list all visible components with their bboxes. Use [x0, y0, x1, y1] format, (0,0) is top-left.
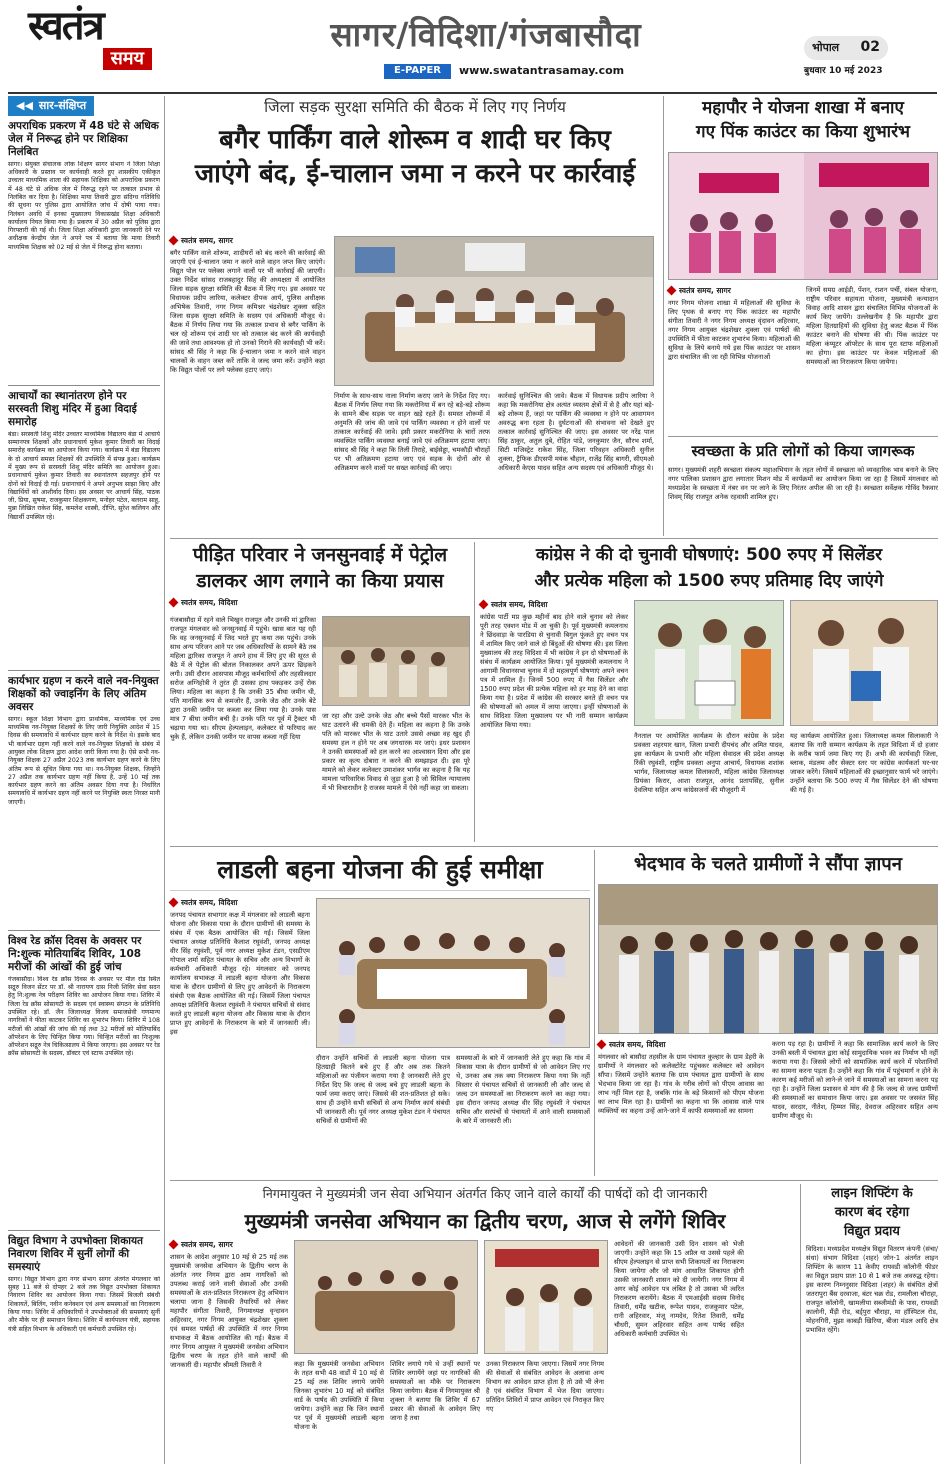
- story-power-cut: [806, 1184, 938, 1464]
- masthead-rule: [8, 92, 937, 94]
- column-divider: [663, 96, 664, 536]
- story8-photo-1: [294, 1240, 478, 1354]
- story2-headline-1: महापौर ने योजना शाखा में बनाए: [702, 98, 904, 118]
- website-link[interactable]: www.swatantrasamay.com: [459, 64, 625, 78]
- story3-headline: स्वच्छता के प्रति लोगों को किया जागरूक: [691, 442, 915, 460]
- masthead-logo[interactable]: [28, 2, 168, 90]
- story4-headline-1: पीड़ित परिवार ने जनसुनवाई में पेट्रोल: [192, 544, 448, 566]
- story1-col2: निर्माण के साथ-साथ नाला निर्माण कराए जाने के निर्देश दिए गए। बैठक में निर्णय लिया गया कि मकरोनिया में बन रहे बड़े-बड़े शोरूम के सामने बीच सड़क पर वाहन खड़े रहते हैं। समस्त शोरूमों में अनुमति की जांच की जावे एवं पार्किंग व्यवस्था न होने वालों पर तत्काल कार्रवाई की जावे। इसी प्रकार मकरोनिया के चारों तरफ व्यवस्थित पार्किंग व्यवस्था बनाई जावे एवं अतिक्रमण हटाया जाए। सांसद श्री सिंह ने कहा कि तिली तिराहे, बाईसेड्डा, चमकौड़ी चौराहों पर भी अतिक्रमण हटाया जाए एवं सड़क के दोनों ओर से अतिक्रमण करने वालों पर सख्त कार्रवाई की जाए।: [334, 392, 490, 472]
- bullet-icon: [479, 600, 489, 610]
- story2-byline: स्वतंत्र समय, सागर: [668, 286, 800, 295]
- brief-text: सागर। विद्युत विभाग द्वारा नगर संभाग सागर अंतर्गत मंगलवार को सुबह 11 बजे से दोपहर 2 बजे तक विद्युत उपभोक्ता शिकायत निवारण शिविर का आयोजन किया गया। जिसमें बिजली संबंधी शिकायतें, बिलिंग, नवीन कनेक्शन एवं अन्य समस्याओं का निराकरण किया गया। शिविर में अधिकारियों ने उपभोक्ताओं की समस्याएं सुनीं और मौके पर ही समाधान किया। शिविर में कार्यपालन यंत्री, सहायक यंत्री सहित विभाग के अधिकारी एवं कर्मचारी उपस्थित रहे।: [8, 1275, 160, 1333]
- edition-title: सागर/विदिशा/गंजबासौदा: [330, 15, 642, 54]
- sidebar-tag: ◀◀ सार-संक्षिप्त: [8, 96, 94, 116]
- bullet-icon: [169, 236, 179, 246]
- brief-title: विद्युत विभाग ने उपभोक्ता शिकायत निवारण शिविर में सुनीं लोगों की समस्याएं: [8, 1234, 144, 1273]
- brief-text: बंडा। सरस्वती शिशु मंदिर उच्चतर माध्यमिक विद्यालय बंडा में आचार्य सम्मानपत्र शिक्षकों और प्रधानाचार्य मुकेश कुमार तिवारी का विदाई समारोह कार्यक्रम का आयोजन किया गया। कार्यक्रम में बंडा विद्यालय के दो आचार्य समस्त शिक्षकों की उपस्थिति में संपन्न हुआ। कार्यक्रम में मुख्य रूप से सरस्वती शिशु मंदिर समिति का आयोजन हुआ। प्रधानाचार्य मुकेश कुमार तिवारी का स्थानांतरण सहजपुर होने पर दोनों को विदाई दी गई। प्रधानाचार्य ने अपने अनुभव साझा किए और विद्यार्थियों को आशीर्वाद दिया। इस अवसर पर आचार्य सिंह, पाठक जी, प्रिया, सुषमा, राजकुमार शिक्षकगण, मनोहर पटेल, बलराम साहू, मुन्ना लिखित राकेश सिंह, कमलेश शास्त्री, दीप्ति, सुरेश कलियन और विद्यार्थी उपस्थित रहे।: [8, 430, 160, 521]
- brief-item: [8, 935, 160, 1231]
- story-pink-counter: [668, 96, 938, 432]
- story1-col3: कार्रवाई सुनिश्चित की जावे। बैठक में विधायक प्रदीप लारिया ने कहा कि मकरोनिया क्षेत्र अत्यंत व्यस्तम क्षेत्रों में से है और यहां बड़े-बड़े शोरूम हैं, जहां पर पार्किंग की व्यवस्था न होने पर आवागमन अवरुद्ध बना रहता है। दुर्घटनाओं की संभावना को देखते हुए तत्काल कार्रवाई सुनिश्चित की जाए। इस अवसर पर नरेंद्र पाल सिंह ठाकुर, अतुल दुबे, रोहित पांडे, जनकुमार जैन, सौरभ शर्मा, सिटी मजिस्ट्रेट राकेश सिंह, जिला परिवहन अधिकारी सुनील शुक्ला, ट्रैफिक डीएसपी मयंक चौहान, राजेंद्र सिंह बागरी, सीएमओ अधिकारी केएस यादव सहित अन्य सदस्य एवं अधिकारी मौजूद थे।: [498, 392, 654, 472]
- story6-col1: जनपद पंचायत सभागार कक्ष में मंगलवार को लाडली बहना योजना और विकास यात्रा के दौरान ग्रामीणों की समस्या के संबंध में एक बैठक आयोजित की गई। जिसमें जिला पंचायत अध्यक्ष प्रतिनिधि कैलाश रघुवंशी, जनपद अध्यक्ष वीर सिंह रघुवंशी, पूर्व नगर अध्यक्ष मुकेश टंडन, एसडीएम गोपाल शर्मा सहित पंचायत के सचिव और अन्य विभागों के कर्मचारी अधिकारी मौजूद रहे। मंगलवार को जनपद कार्यालय सभाकक्ष में लाडली बहना योजना और विकास यात्रा के दौरान ग्रामीणों से लिए हुए आवेदनों के निराकरण संबंधी एक बैठक आयोजित की गई। जिसमें जिला पंचायत अध्यक्ष प्रतिनिधि कैलाश रघुवंशी ने पंचायत सचिवों से संवाद करते हुए लाडली बहना योजना और विकास यात्रा के दौरान प्राप्त हुए आवेदनों के निराकरण के बारे में जानकारी ली। इस: [170, 911, 310, 1037]
- story1-byline: स्वतंत्र समय, सागर: [170, 236, 325, 245]
- epaper-bar: [384, 64, 804, 79]
- story4-byline: स्वतंत्र समय, विदिशा: [170, 598, 470, 607]
- brief-title: आचार्यों का स्थानांतरण होने पर सरस्वती शिशु मंदिर में हुआ विदाई समारोह: [8, 389, 137, 428]
- story6-headline: लाडली बहना योजना की हुई समीक्षा: [170, 850, 590, 891]
- sidebar-briefs: [8, 96, 160, 1464]
- section-rule: [170, 538, 938, 539]
- brief-item: [8, 675, 160, 931]
- brief-title: अपराधिक प्रकरण में 48 घंटे से अधिक जेल में निरूद्ध होने पर शिक्षिका निलंबित: [8, 119, 159, 158]
- story8-col1: शासन के आदेश अनुसार 10 मई से 25 मई तक मुख्यमंत्री जनसेवा अभियान के द्वितीय चरण के अंतर्गत नगर निगम द्वारा आम नागरिकों को उपलब्ध कराई जाने वाली सेवाओं और उनकी समस्याओं के शत-प्रतिशत निराकरण हेतु अभियान चलाया जाना है जिसकी तैयारियों को लेकर महापौर संगीता तिवारी, निगमाध्यक्ष वृन्दावन अहिरवार, नगर निगम आयुक्त चंद्रशेखर शुक्ला एवं समस्त पार्षदों की उपस्थिति में नगर निगम सभाकक्ष में बैठक आयोजित की गई। बैठक में नगर निगम आयुक्त ने मुख्यमंत्री जनसेवा अभियान द्वितीय चरण के तहत होने वाले कार्यों की जानकारी दी। महापौर श्रीमती तिवारी ने: [170, 1253, 288, 1370]
- column-divider: [474, 542, 475, 842]
- story7-col2: करना पड़ रहा है। ग्रामीणों ने कहा कि सामाजिक कार्य करने के लिए उनकी बस्ती में पंचायत द्वारा कोई सामुदायिक भवन का निर्माण भी नहीं कराया गया है। जिससे लोगों को सामाजिक कार्य करने में परेशानियों का सामना करना पड़ता है। उन्होंने कहा कि गांव में पहुंचमार्ग न होने के कारण कई मरीजों को लाने-ले जाने में समस्याओं का सामना करना पड़ रहा है। उन्होंने जिला प्रशासन से मांग की है कि जल्द से जल्द ग्रामीणों की समस्याओं का समाधान किया जाए। इस अवसर पर जसवंत सिंह यादव, सरदार, नीतेश, हिम्मत सिंह, देवराज अहिरवार सहित अन्य ग्रामीण मौजूद थे।: [772, 1040, 938, 1120]
- story7-col1: मंगलवार को बासौदा तहसील के ग्राम पंचायत कुल्हार के ग्राम डेहरी के ग्रामीणों ने मंगलवार को कलेक्टोरेट पहुंचकर कलेक्टर को आवेदन सौंपा। जिसमें उन्होंने बताया कि ग्राम पंचायत द्वारा ग्रामीणों के साथ भेदभाव किया जा रहा है। गांव के गरीब लोगों को पीएम आवास का लाभ नहीं मिल रहा है, जबकि गांव के बड़े किसानों को पीएम योजना का लाभ मिल रहा है। ग्रामीणों का कहना था कि आवास वाले पात्र व्यक्तियों का कहना उन्हें आने-जाने में काफी समस्याओं का सामना: [598, 1053, 764, 1116]
- story5-headline-1: कांग्रेस ने की दो चुनावी घोषणाएं: 500 रुपए में सिलेंडर: [535, 545, 883, 565]
- story2-photo: [668, 152, 938, 280]
- story8-photo-2: [484, 1240, 608, 1354]
- divider: [8, 930, 160, 931]
- story-villagers-memorandum: [598, 850, 938, 1176]
- story-congress-announcements: [480, 542, 938, 842]
- story8-headline: मुख्यमंत्री जनसेवा अभियान का द्वितीय चरण, आज से लगेंगे शिविर: [244, 1209, 726, 1233]
- brief-item: [8, 1235, 160, 1426]
- section-rule: [170, 1180, 938, 1181]
- column-divider: [800, 1184, 801, 1464]
- page-info-pill: [804, 36, 888, 60]
- story-ladli-behna: [170, 850, 590, 1176]
- story9-headline-1: लाइन शिफ्टिंग के: [831, 1186, 913, 1201]
- story5-col3: यह कार्यक्रम आयोजित हुआ। जिलाध्यक्ष कमल सिलाकारी ने बताया कि नारी सम्मान कार्यक्रम के तहत विदिशा में दो हजार के करीब फार्म जमा किए गए हैं। अभी की कार्यवाही जिला, ब्लाक, मंडलम और सेक्टर स्तर पर कांग्रेस कार्यकर्ता घर-घर जाकर करेंगे। जिसमें महिलाओं की इच्छानुसार फार्म भरे जाएंगे। उन्होंने बताया कि 500 रुपए में गैस सिलेंडर देने की घोषणा की गई है।: [790, 732, 938, 794]
- column-divider: [594, 850, 595, 1176]
- story4-photo: [322, 616, 470, 706]
- story9-headline-2: कारण बंद रहेगा: [834, 1205, 910, 1220]
- story-road-safety: [170, 96, 660, 534]
- bullet-icon: [169, 1240, 179, 1250]
- story5-col1: कांग्रेस पार्टी मप्र कुछ महीनों बाद होने वाले चुनाव को लेकर पूरी तरह एक्शन मोड में आ चुकी है। पूर्व मुख्यमंत्री कमलनाथ ने छिंदवाड़ा के पारडिया से चुनावी बिगुल फूंकते हुए वचन पत्र में शामिल किए जाने वाले दो बिंदुओं की घोषणा की। इस जिला मुख्यालय की तरह विदिशा में भी कांग्रेस ने इन दो घोषणाओं के संबंध में कार्यक्रम आयोजित किया। पूर्व मुख्यमंत्री कमलनाथ ने आगामी विधानसभा चुनाव में दो महत्वपूर्ण घोषणाएं अपने वचन पत्र में शामिल हैं। जिनमें 500 रुपए में गैस सिलेंडर और 1500 रुपए प्रदेश की प्रत्येक महिला को हर माह देने का वादा किया गया है। प्रदेश में कांग्रेस की सरकार बनते ही वचन पत्र की घोषणाओं को अमल में लाया जाएगा। इन्हीं घोषणाओं के साथ विदिशा जिला मुख्यालय पर भी नारी सम्मान कार्यक्रम आयोजित किया गया।: [480, 613, 628, 730]
- story1-headline-2: जाएंगे बंद, ई-चालान जमा न करने पर कार्रवाई: [194, 159, 636, 190]
- story5-photo-1: [634, 600, 784, 726]
- bullet-icon: [597, 1040, 607, 1050]
- story-petrol-attempt: [170, 542, 470, 842]
- story4-col2: जा रहा और उल्टे उनके जेठ और बच्चे पैसों मारकर भीत के घाट उतारने की धमकी देते हैं। महिला का कहना है कि उनके पति को मारकर भीत के घाट उतारे उससे अच्छा वह खुद ही समस्या हल न होने पर अब जगधारक मर जाएं। इधर प्रशासन ने उनकी समस्याओं को हल करने का आश्वासन दिया और इस प्रकार का कृत्य दोबारा न करने की समझाइश दी। इस पूरे मामले को लेकर कलेक्टर उमाशंकर भार्गव का कहना है कि यह मामला पारिवारिक विवाद से जुड़ा हुआ है जो सिविल न्यायालय में भी विचाराधीन है राजस्व मामले में ऐसे नहीं कहा जा सकता।: [322, 712, 470, 792]
- story-cleanliness: [668, 440, 938, 534]
- story5-byline: स्वतंत्र समय, विदिशा: [480, 600, 628, 609]
- brief-text: सागर। संयुक्त संचालक लोक शिक्षण सागर संभाग ने जिला शिक्षा अधिकारी के प्रस्ताव पर कार्यवाही करते हुए शासकीय एकीकृत उच्चतर माध्यमिक शाला की सहायक शिक्षिका को अपराधिक प्रकरण में 48 घंटे से अधिक जेल में निरूद्ध रहने पर तत्काल प्रभाव से निलंबित कर दिया है। शिक्षिका माया तिवारी द्वारा संदिग्ध गतिविधि की सूचना पर पुलिस द्वारा आयोजित जांच में दोषी पाया गया। निलंबन अवधि में इनका मुख्यालय विकासखंड शिक्षा अधिकारी कार्यालय नियत किया गया है। प्रकरण में 30 अप्रैल को पुलिस द्वारा गिरफ्तारी की गई थी। जिला शिक्षा अधिकारी द्वारा जानकारी देने पर अधीक्षक केन्द्रीय जेल ने अपने पत्र में बताया कि माया तिवारी माध्यमिक शिक्षक को 02 मई से जेल में निरूद्ध होना बताया।: [8, 160, 160, 251]
- story1-col1: बगैर पार्किंग वाले शोरूम, शादीघरों को बंद करने की कार्रवाई की जाएगी एवं ई-चालान जमा न करने वाले वाहन जप्त किए जाएंगे। विद्युत पोल पर फ्लेक्स लगाने वालों पर भी कार्रवाई की जाएगी। उक्त निर्देश सांसद राजबहादुर सिंह की अध्यक्षता में आयोजित जिला सड़क सुरक्षा समिति की बैठक में लिए गए। इस अवसर पर विधायक प्रदीप लारिया, कलेक्टर दीपक आर्य, पुलिस अधीक्षक अभिषेक तिवारी, नगर निगम कमिश्नर चंद्रशेखर शुक्ला सहित जिला सड़क सुरक्षा समिति के सदस्य एवं अधिकारी मौजूद थे। बैठक में निर्णय लिया गया कि तत्काल प्रभाव से बगैर पार्किंग के चल रहे शोरूम एवं शादी घर को तत्काल बंद करने की कार्यवाही की जावे तथा आवश्यक हो तो उनको गिराने की कार्यवाही भी करें। सांसद श्री सिंह ने कहा कि ई-चालान जमा न करने वाले वाहन चालकों के वाहन जब्त करें ताकि वे जल्द जमा करें। उन्होंने कहा कि विद्युत पोलों पर लगे फ्लेक्स हटाए जाएं।: [170, 249, 325, 375]
- logo-sub-text: समय: [103, 48, 152, 70]
- brief-text: गंजबासौदा। विश्व रेड क्रॉस दिवस के अवसर पर मील रोड स्थित सद्गुरु विजन सेंटर पर डॉ. श्री नारायण दास निजी शिविर सेवा सदन हेतु नि:शुल्क नेत्र परीक्षण शिविर का आयोजन किया गया। शिविर में जिला रेड क्रॉस सोसायटी के सदस्य एवं स्वास्थ्य संगठन के प्रतिनिधि उपस्थित रहे। डॉ. जैन जिलाध्यक्ष विजय समाजसेवी गणमान्य नागरिकों ने फीता काटकर शिविर का शुभारंभ किया। शिविर में 108 मरीजों की आंखों की जांच की गई तथा 32 मरीजों को मोतियाबिंद ऑपरेशन के लिए चिन्हित किया गया। चिन्हित मरीजों का निःशुल्क ऑपरेशन सद्गुरु नेत्र चिकित्सालय में किया जाएगा। इस अवसर पर रेड क्रॉस सोसायटी के सदस्य, डॉक्टर एवं स्टाफ उपस्थित रहे।: [8, 975, 160, 1058]
- divider: [8, 1230, 160, 1231]
- story8-col5: आवेदनों की जानकारी उसी दिन शासन को भेजी जाएगी। उन्होंने कहा कि 15 अप्रैल या उससे पहले की सीएम हेल्पलाइन से प्राप्त सभी शिकायतों का निराकरण किया जायेगा और जो मांग आधारित शिकायत होगी उसकी जानकारी शासन को दी जायेगी। नगर निगम में अगर कोई आवेदन पत्र लंबित है तो उसका भी त्वरित निराकरण करायेंगे। बैठक में एमआईसी सदस्य विनोद तिवारी, धर्मेंद्र खटीक, रूपेश यादव, राजकुमार पटेल, रानी अहिरवार, मंजू नामदेव, रितेश तिवारी, धर्मेंद्र चौधरी, सुमन अहिरवार सहित अन्य पार्षद सहित अधिकारी कर्मचारी उपस्थित थे।: [614, 1240, 744, 1338]
- bullet-icon: [667, 286, 677, 296]
- story4-col1: गंजबासौदा में रहने वाले भिखुन राजपूत और उनकी मां द्वारिका राजपूत मंगलवार को जनसुनवाई में पहुंचे। खास बात यह रही कि वह जनसुनवाई में जिद भरते हुए कथा तक पहुंचे। उनके साथ अन्य परिजन आने पर जब अधिकारियों के सामने बैठे तब महिला द्वारिका राजपूत ने अपने हाथ में लिए हुए की सूरत से बैठे में ले पेट्रोल की बोतल निकालकर अपने ऊपर छिड़कने लगी। उसी दौरान आसपास मौजूद कर्मचारियों और तहसीलदार सरोज अग्निहोत्री ने तुरंत ही उसका हाथ पकड़कर उन्हें रोक लिया। महिला का कहना है कि उनकी 35 बीघा जमीन थी, पति मानसिक रूप से कमजोर हैं, उनके जेठ और उनके बेटे द्वारा उनकी जमीन पर कब्जा कर लिया गया है। उनके पास मात्र 7 बीघा जमीन बची है। उनके पति पर पूर्व में ट्रैक्टर भी चढ़ाया गया था। सीएम हेल्पलाइन, कलेक्टर से फरियाद कर चुके हैं, लेकिन उनकी जमीन पर वापस कब्जा नहीं दिया: [170, 616, 316, 741]
- divider: [8, 385, 160, 386]
- page-number: 02: [860, 39, 880, 56]
- story2-col1: नगर निगम योजना शाखा में महिलाओं की सुविधा के लिए पृथक से बनाए गए पिंक काउंटर का महापौर संगीता तिवारी ने नगर निगम अध्यक्ष वृंदावन अहिरवार, नगर निगम आयुक्त चंद्रशेखर शुक्ला एवं पार्षदों की उपस्थिति में फीता काटकर शुभारंभ किया। महिलाओं की सुविधा के लिये बनाये गये इस पिंक काउंटर पर शासन द्वारा संचालित की जा रही विभिन्न योजनाओं: [668, 299, 800, 362]
- story7-headline: भेदभाव के चलते ग्रामीणों ने सौंपा ज्ञापन: [633, 854, 903, 875]
- story1-headline-1: बगैर पार्किंग वाले शोरूम व शादी घर किए: [219, 125, 611, 156]
- bullet-icon: [169, 898, 179, 908]
- story5-headline-2: और प्रत्येक महिला को 1500 रुपए प्रतिमाह दिए जाएंगे: [534, 571, 884, 591]
- story8-byline: स्वतंत्र समय, सागर: [170, 1240, 288, 1249]
- story4-headline-2: डालकर आग लगाने का किया प्रयास: [196, 570, 444, 592]
- column-divider: [164, 96, 165, 1464]
- city-label: भोपाल: [812, 41, 840, 55]
- story1-photo: [334, 236, 654, 386]
- story2-col2: जिनमें समग्र आईडी, पेंशन, राशन पर्ची, संबल योजना, राष्ट्रीय परिवार सहायता योजना, मुख्यमंत्री कन्यादान विवाह आदि शासन द्वारा संचालित विभिन्न योजनाओं के कार्य किए जायेंगे। उल्लेखनीय है कि महापौर द्वारा महिला हितग्राहियों की सुविधा हेतु बजट बैठक में पिंक काउंटर बनाने की घोषणा की थी। पिंक काउंटर पर महिला कंप्यूटर ऑपरेटर के साथ पूरा स्टाफ महिलाओं का होगा। इस काउंटर पर केवल महिलाओं की समस्याओं का निराकरण किया जायेगा।: [806, 286, 938, 366]
- brief-title: विश्व रेड क्रॉस दिवस के अवसर पर नि:शुल्क मोतियाबिंद शिविर, 108 मरीजों की आंखों की हुई जांच: [8, 934, 142, 973]
- story8-kicker: निगमायुक्त ने मुख्यमंत्री जन सेवा अभियान अंतर्गत किए जाने वाले कार्यों की पार्षदों को दी जानकारी: [262, 1186, 708, 1201]
- story9-headline-3: विद्युत प्रदाय: [844, 1224, 900, 1239]
- section-rule: [170, 846, 938, 847]
- story6-col3: समस्याओं के बारे में जानकारी लेते हुए कहा कि गांव में विकास यात्रा के दौरान ग्रामीणों से जो आवेदन लिए गए थे, उनका अब तक क्या निराकरण किया गया कि नहीं विस्तार से पंचायत सचिवों से जानकारी ली और जल्द से जल्द उन समस्याओं का निराकरण करने का कहा गया। इस दौरान जनपद अध्यक्ष वीर सिंह रघुवंशी ने पंचायत सचिव और सरपंचों से पंचायतों में आने वाली समस्याओं के बारे में जानकारी ली।: [456, 1054, 590, 1125]
- story5-photo-2: [790, 600, 938, 726]
- story-jansewa-abhiyan: [170, 1184, 800, 1464]
- story7-photo: [598, 884, 938, 1034]
- brief-title: कार्यभार ग्रहण न करने वाले नव-नियुक्त शिक्षकों को ज्वाइनिंग के लिए अंतिम अवसर: [8, 674, 159, 713]
- story6-byline: स्वतंत्र समय, विदिशा: [170, 898, 310, 907]
- issue-date: बुधवार 10 मई 2023: [804, 66, 883, 76]
- story5-col2: नैनताल पर आयोजित कार्यक्रम के दौरान कांग्रेस के प्रदेश प्रवक्ता शहरयार खान, जिला प्रभारी दीपचंद और अमित यादव, इस कार्यक्रम के प्रभारी और महिला सेवादल की प्रदेश अध्यक्ष रिंकी रघुवंशी, राष्ट्रीय प्रवक्ता अनुपा आचार्य, विधायक शशांक भार्गव, जिलाध्यक्ष कमल सिलाकारी, महिला कांग्रेस जिलाध्यक्ष प्रियंका किरार, आशा राजपूत, आनंद प्रतापसिंह, सुनील देवलिया सहित अन्य कांग्रेसजनों की मौजूदगी में: [634, 732, 784, 794]
- story2-headline-2: गए पिंक काउंटर का किया शुभारंभ: [696, 122, 910, 142]
- brief-item: [8, 120, 160, 386]
- story7-byline: स्वतंत्र समय, विदिशा: [598, 1040, 764, 1049]
- brief-text: सागर। स्कूल शिक्षा विभाग द्वारा प्राथमिक, माध्यमिक एवं उच्च माध्यमिक नव-नियुक्त शिक्षकों के लिए जारी नियुक्ति आदेश में 15 दिवस की समयावधि में कार्यभार ग्रहण करने के निर्देश थे। इसके बाद भी कार्यभार ग्रहण नहीं करने वाले नव-नियुक्त शिक्षकों के संबंध में आयुक्त लोक शिक्षण द्वारा आदेश जारी किया गया है। ऐसे सभी नव-नियुक्त शिक्षक 27 अप्रैल 2023 तक कार्यभार ग्रहण करने के लिए अंतिम रूप से सूचित किया गया था। नव-नियुक्त शिक्षक, जिन्होंने 27 अप्रैल तक कार्यभार ग्रहण नहीं किया है, उन्हें 10 मई तक कार्यभार ग्रहण करने का अंतिम अवसर दिया गया है। निर्धारित समयावधि में कार्यभार ग्रहण नहीं करने पर नियुक्ति स्वतः निरस्त मानी जाएगी।: [8, 715, 160, 806]
- arrows-icon: ◀◀: [16, 99, 33, 112]
- story3-text: सागर। मुख्यमंत्री शहरी स्वच्छता संकल्प महाअभियान के तहत लोगों में स्वच्छता को व्यवहारिक भाव बनाने के लिए नगर पालिका प्रशासन द्वारा लगातार मिशन मोड में कार्यक्रमों का आयोजन किया जा रहा है जिसमें मंगलवार को मध्यप्रदेश के स्वच्छता में नंबर वन पर लाने के लिए निरंतर अपील की जा रही है। स्वच्छता सर्वेक्षक गोविंद रैकवार शिवम् सिंह राजपूत अनेक रहवासी शामिल हुए।: [668, 466, 938, 501]
- story6-photo: [316, 898, 590, 1048]
- section-rule: [668, 436, 938, 437]
- epaper-label: E-PAPER: [384, 64, 451, 79]
- story1-kicker: जिला सड़क सुरक्षा समिति की बैठक में लिए गए निर्णय: [264, 98, 566, 116]
- logo-top-text: स्वतंत्र: [28, 2, 103, 49]
- story6-col2: दौरान उन्होंने सचिवों से लाडली बहना योजना पात्र हितग्राही कितने बचे हुए हैं और अब तक कितने महिलाओं का पंजीयन कराया गया है जानकारी लेते हुए निर्देश दिए कि जल्द से जल्द बचे हुए लाडली बहना के फार्म जमा कराए जाएं। जिससे की शत-प्रतिशत हो सके। साथ ही उन्होंने सभी सचिवों से अन्य निर्माण कार्य संबंधी भी जानकारी ली। पूर्व नगर अध्यक्ष मुकेश टंडन ने पंचायत सचिवों से ग्रामीणों की: [316, 1054, 450, 1125]
- story8-col2: कहा कि मुख्यमंत्री जनसेवा अभियान के तहत सभी 48 वार्डों में 10 मई से 25 मई तक शिविर लगाये जायेंगे जिनका शुभारंभ 10 मई को संबंधित वार्ड के पार्षद की उपस्थिति में किया जायेगा। उन्होंने कहा कि जिन स्थानों पर पूर्व में मुख्यमंत्री लाडली बहना योजना के: [294, 1360, 384, 1431]
- divider: [8, 670, 160, 671]
- brief-item: [8, 390, 160, 671]
- story8-col4: उनका निराकरण किया जाएगा। जिसमें नगर निगम की सेवाओं से संबंधित आवेदन के अलावा अन्य विभाग का आवेदन प्राप्त होता है तो उसे भी लेना है एवं संबंधित विभाग में भेज दिया जाएगा। प्रतिदिन शिविरों में प्राप्त आवेदन एवं निराकृत किए गए: [486, 1360, 604, 1413]
- story9-text: विदिशा। मध्यप्रदेश मध्यक्षेत्र विद्युत वितरण कंपनी (संचा/संधा) संभाग विदिशा (शहर) जोन-1 अंतर्गत लाइन शिफ्टिंग के कारण 11 केवीए रायवडी कॉलोनी फीडर का विद्युत प्रदाय प्रातः 10 से 1 बजे तक अवरुद्ध रहेगा। इस कारण निम्ननुसार विदिशा (शहर) के संबंधित क्षेत्रों जतरापुरा बैंस दरवाजा, बंटर चक्र रोड, रामलीला चौराहा, राजपूत कॉलोनी, खामलीया सब्जीमंडी के पास, रायवडी कालोनी, मैंड़ी रोड, बर्ड्पुरा चौराहा, मा हॉस्पिटल रोड, मोहनगिरी, मुझा काबड़ी खिरिया, बीजा मंडल आदि क्षेत्र प्रभावित रहेंगे।: [806, 1245, 938, 1334]
- bullet-icon: [169, 598, 179, 608]
- story8-col3: शिविर लगाये गये थे उन्हीं स्थानों पर शिविर लगायेंगे जहां पर नागरिकों की समस्याओं का मौके पर निराकरण किया जायेगा। बैठक में निगमायुक्त श्री शुक्ला ने बताया कि शिविर में 67 प्रकार की सेवाओं के आवेदन लिए जाना है तथा: [390, 1360, 480, 1422]
